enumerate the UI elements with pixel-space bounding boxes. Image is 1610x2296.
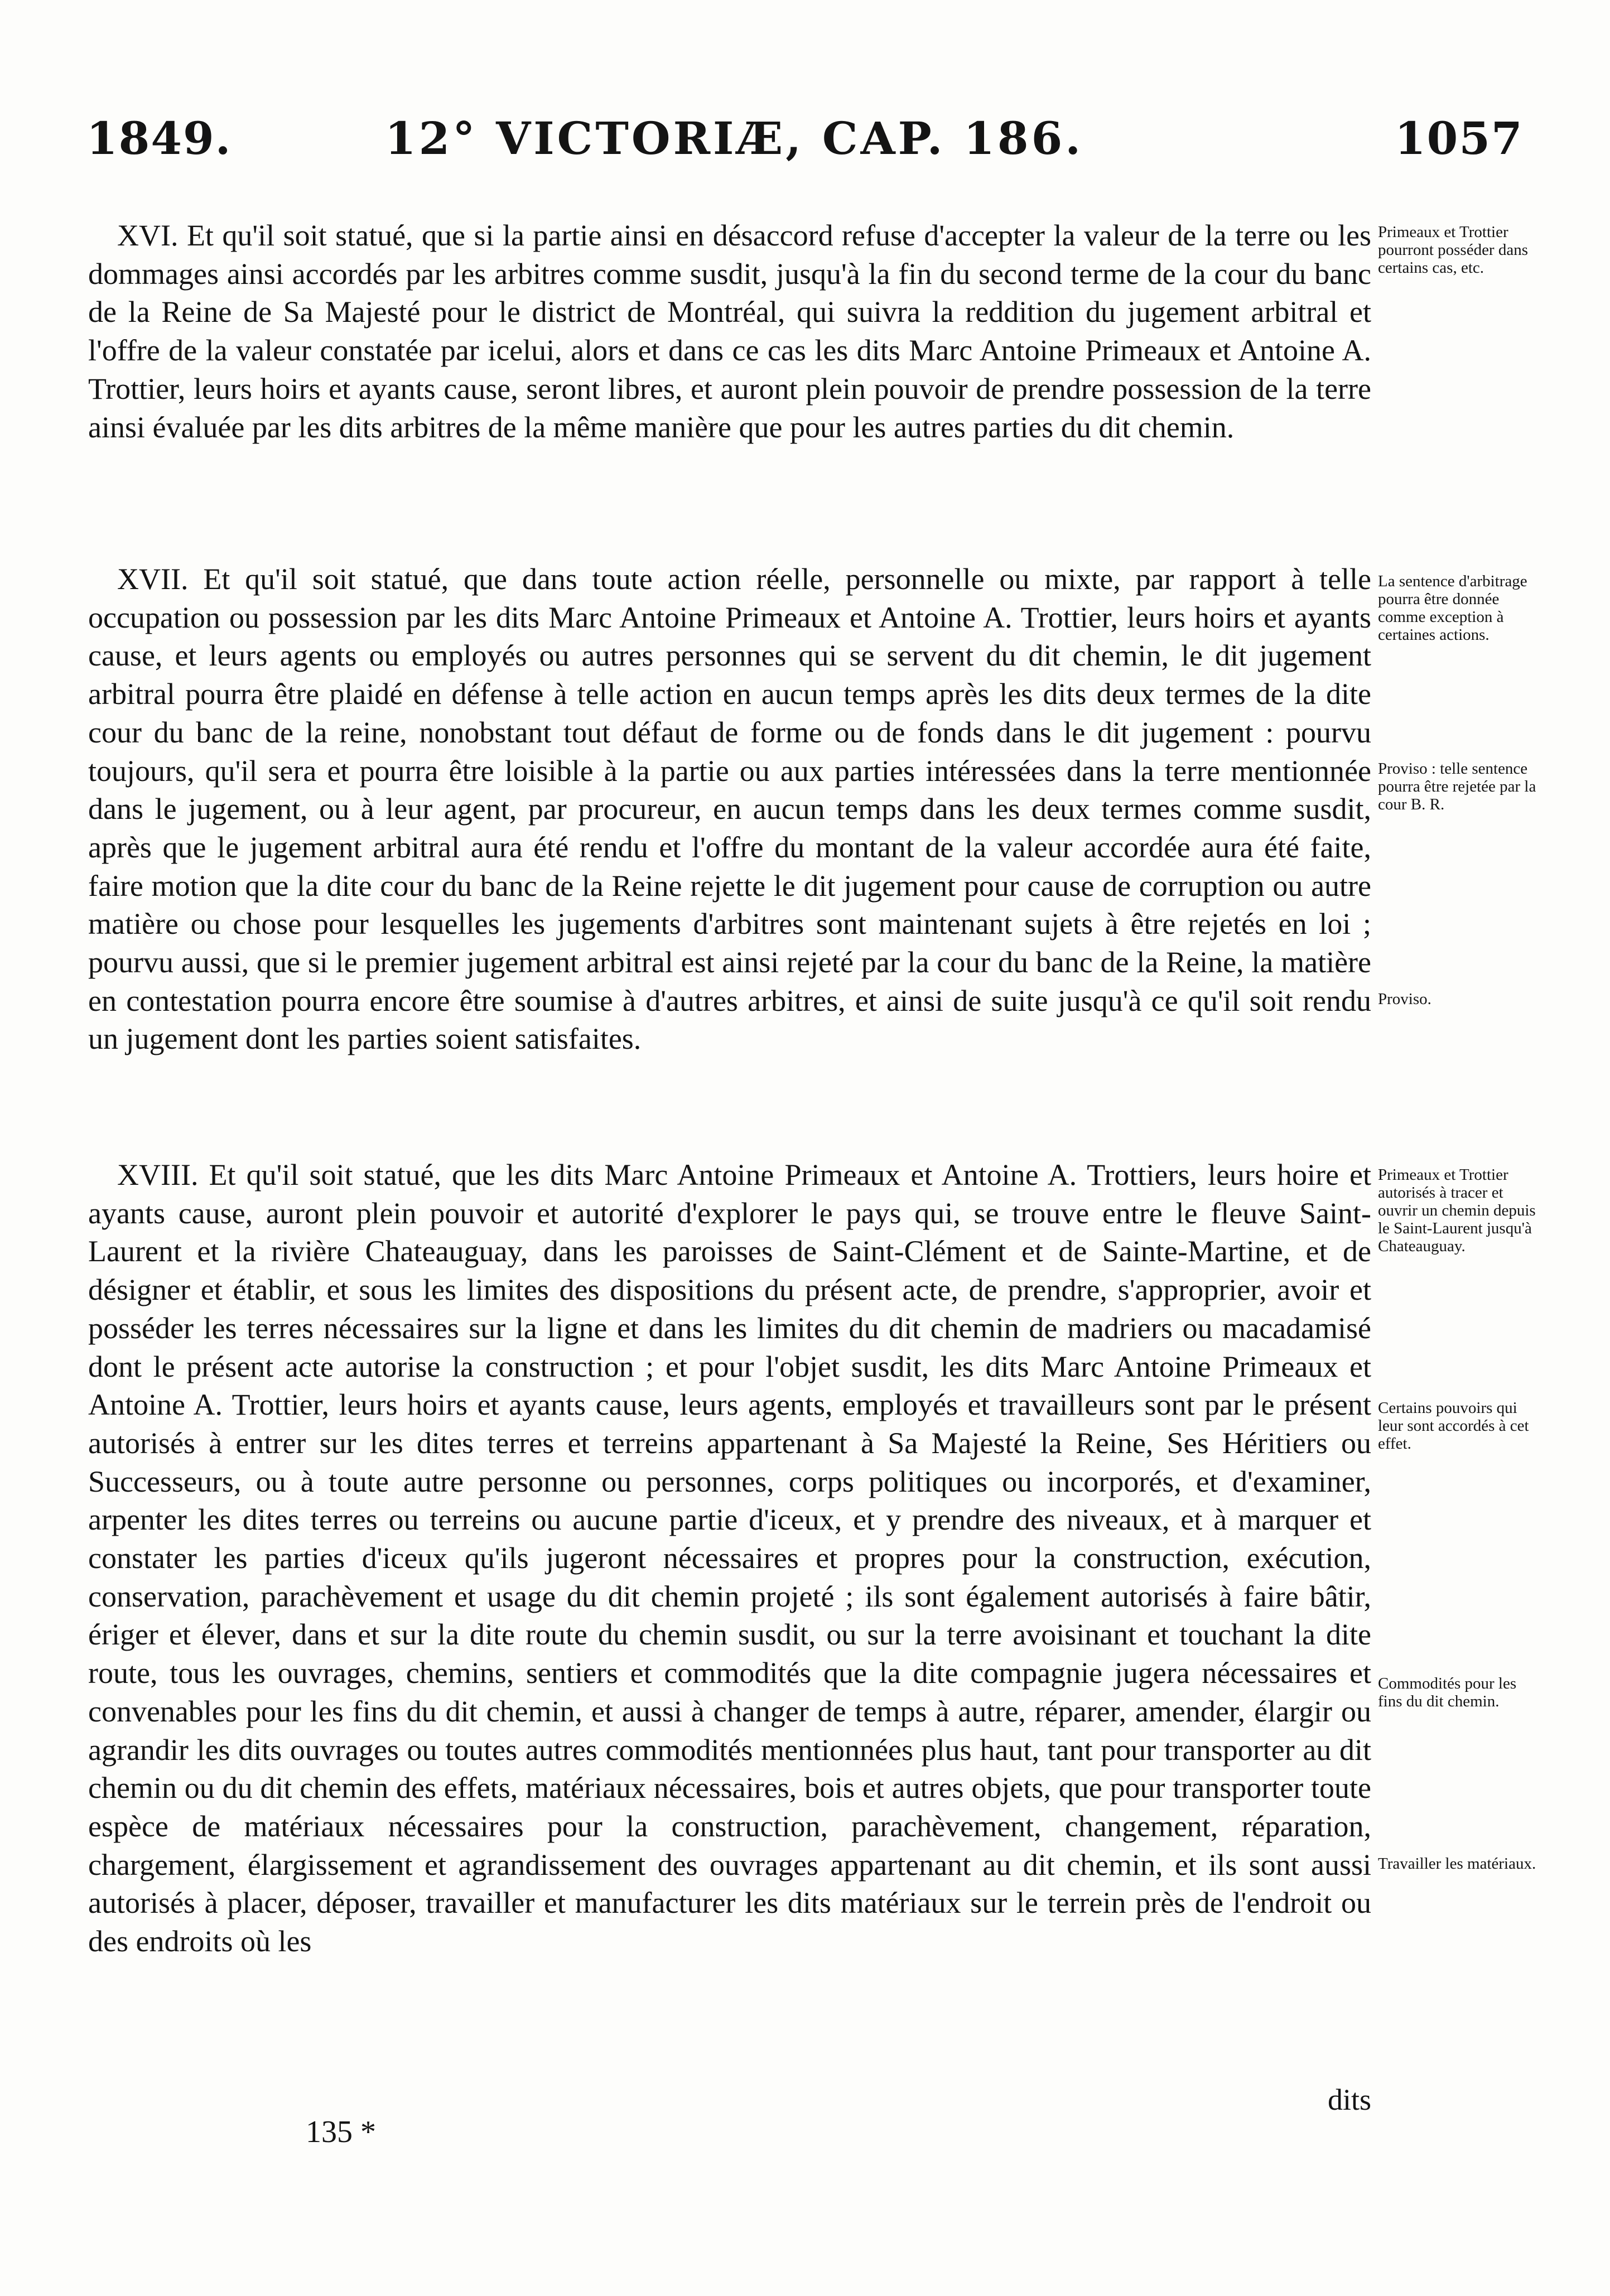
signature-mark: 135 * [306, 2115, 376, 2149]
margin-note: Certains pouvoirs qui leur sont accordés à cet effet. [1378, 1399, 1529, 1453]
section-xvi: XVI. Et qu'il soit statué, que si la partie ainsi en désaccord refuse d'accepter la valeur de la terre ou les dommages ainsi accordés par les arbitres comme susdit, jusqu'à la fin du second terme de la cour du banc de la Reine de Sa Majesté pour le district de Montréal, qui suivra la reddition du jugement arbitral et l'offre de la valeur constatée par icelui, alors et dans ce cas les dits Marc Antoine Primeaux et Antoine A. Trottier, leurs hoirs et ayants cause, seront libres, et auront plein pouvoir de prendre possession de la terre ainsi évaluée par les dits arbitres de la même manière que pour les autres parties du dit chemin. [88, 219, 1371, 444]
margin-note: La sentence d'arbitrage pourra être donnée comme exception à certaines actions. [1378, 572, 1527, 644]
margin-note: Primeaux et Trottier autorisés à tracer et ouvrir un chemin depuis le Saint-Laurent jusqu'à Chateauguay. [1378, 1166, 1536, 1255]
margin-note: Commodités pour les fins du dit chemin. [1378, 1675, 1517, 1710]
section-xvii: XVII. Et qu'il soit statué, que dans toute action réelle, personnelle ou mixte, par rapport à telle occupation ou possession par les dits Marc Antoine Primeaux et Antoine A. Trottier, leurs hoirs et ayants cause, et leurs agents ou employés ou autres personnes qui se servent du dit chemin, le dit jugement arbitral pourra être plaidé en défense à telle action en aucun temps après les dits deux termes de la dite cour du banc de la reine, nonobstant tout défaut de forme ou de fonds dans le dit jugement : pourvu toujours, qu'il sera et pourra être loisible à la partie ou aux parties intéressées dans la terre mentionnée dans le jugement, ou à leur agent, par procureur, en aucun temps dans les deux termes comme susdit, après que le jugement arbitral aura été rendu et l'offre du montant de la valeur accordée aura été faite, faire motion que la dite cour du banc de la Reine rejette le dit jugement pour cause de corruption ou autre matière ou chose pour lesquelles les jugements d'arbitres sont maintenant sujets à être rejetés en loi ; pourvu aussi, que si le premier jugement arbitral est ainsi rejeté par la cour du banc de la Reine, la matière en contestation pourra encore être soumise à d'autres arbitres, et ainsi de suite jusqu'à ce qu'il soit rendu un jugement dont les parties soient satisfaites. [88, 562, 1371, 1056]
margin-note: Proviso : telle sentence pourra être rejetée par la cour B. R. [1378, 760, 1536, 813]
page-number: 1057 [1395, 112, 1524, 165]
header-year: 1849. [86, 112, 232, 165]
margin-note: Primeaux et Trottier pourront posséder dans certains cas, etc. [1378, 223, 1529, 277]
margin-note: Travailler les matériaux. [1378, 1855, 1536, 1873]
running-title: 12° VICTORIÆ, CAP. 186. [385, 112, 1084, 165]
section-xviii: XVIII. Et qu'il soit statué, que les dits Marc Antoine Primeaux et Antoine A. Trottiers, leurs hoire et ayants cause, auront plein pouvoir et autorité d'explorer le pays qui, se trouve entre le fleuve Saint-Laurent et la rivière Chateauguay, dans les paroisses de Saint-Clément et de Sainte-Martine, et de désigner et établir, et sous les limites des dispositions du présent acte, de prendre, s'approprier, avoir et posséder les terres nécessaires sur la ligne et dans les limites du dit chemin de madriers ou macadamisé dont le présent acte autorise la construction ; et pour l'objet susdit, les dits Marc Antoine Primeaux et Antoine A. Trottier, leurs hoirs et ayants cause, leurs agents, employés et travailleurs sont par le présent autorisés à entrer sur les dites terres et terreins appartenant à Sa Majesté la Reine, Ses Héritiers ou Successeurs, ou à toute autre personne ou personnes, corps politiques ou incorporés, et d'examiner, arpenter les dites terres ou terreins ou aucune partie d'iceux, et y prendre des niveaux, et à marquer et constater les parties d'iceux qu'ils jugeront nécessaires et propres pour la construction, exécution, conservation, parachèvement et usage du dit chemin projeté ; ils sont également autorisés à faire bâtir, ériger et élever, dans et sur la dite route du chemin susdit, ou sur la terre avoisinant et touchant la dite route, tous les ouvrages, chemins, sentiers et commodités que la dite compagnie jugera nécessaires et convenables pour les fins du dit chemin, et aussi à changer de temps à autre, réparer, amender, élargir ou agrandir les dits ouvrages ou toutes autres commodités mentionnées plus haut, tant pour transporter au dit chemin ou du dit chemin des effets, matériaux nécessaires, bois et autres objets, que pour transporter toute espèce de matériaux nécessaires pour la construction, parachèvement, changement, réparation, chargement, élargissement et agrandissement des ouvrages appartenant au dit chemin, et ils sont aussi autorisés à placer, déposer, travailler et manufacturer les dits matériaux sur le terrein près de l'endroit ou des endroits où les [88, 1158, 1371, 1959]
catchword: dits [1327, 2083, 1371, 2116]
margin-note: Proviso. [1378, 990, 1431, 1008]
